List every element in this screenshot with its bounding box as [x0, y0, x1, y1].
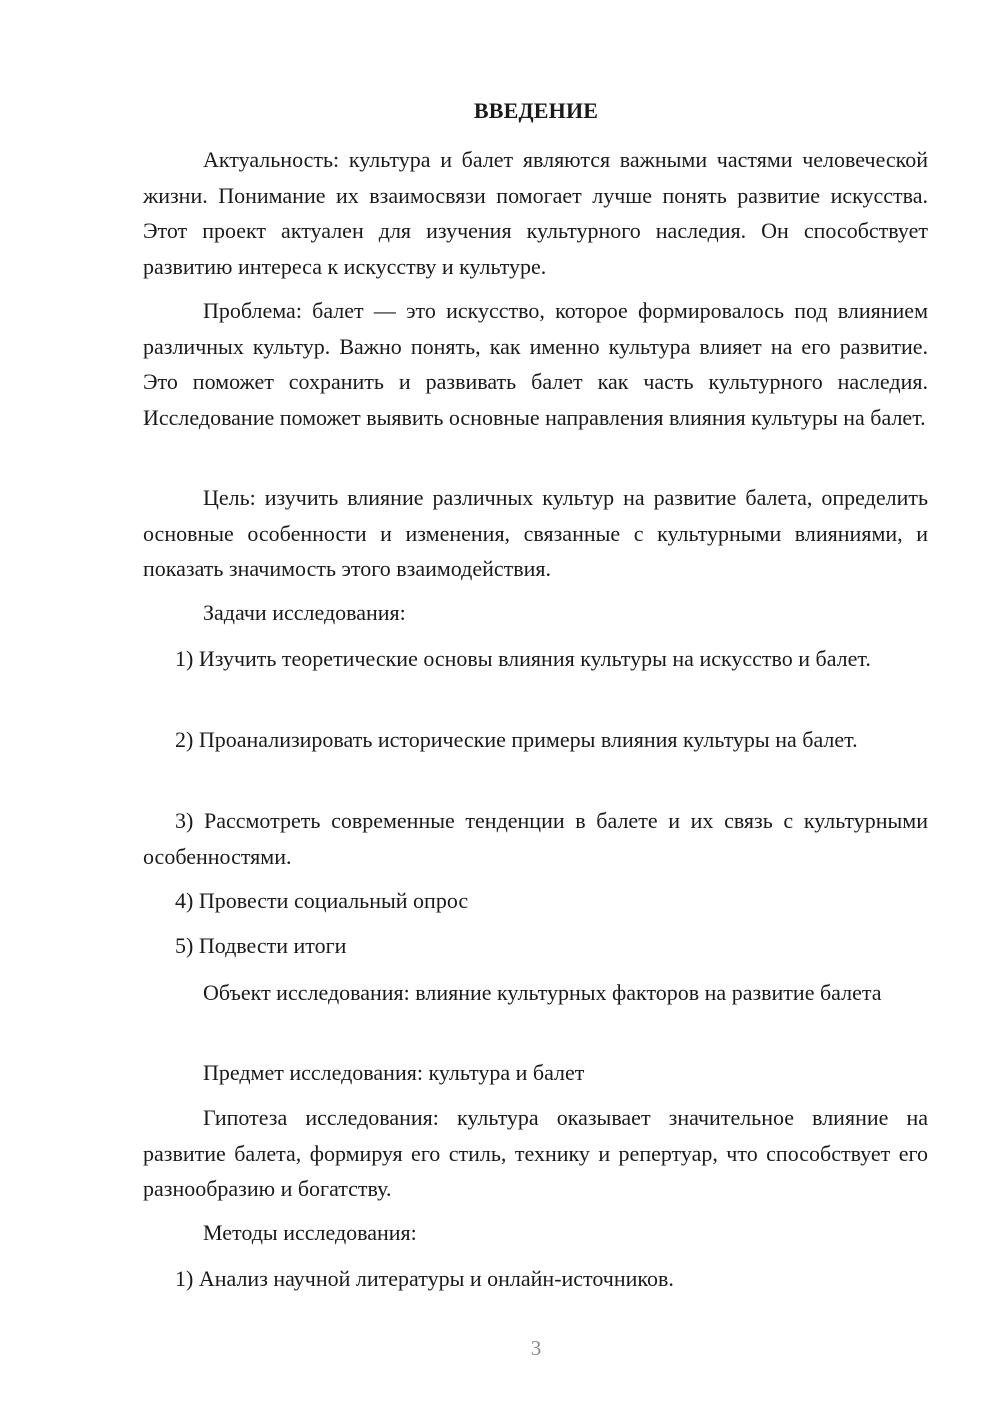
paragraph-relevance: Актуальность: культура и балет являются важными частями человеческой жизни. Понимание их взаимосвязи помогает лучше понять развитие искусства. Этот проект актуален для изучения культурного наследия. Он способствует развитию интереса к искусству и культуре.	[143, 147, 928, 279]
paragraph-subject: Предмет исследования: культура и балет	[203, 1060, 585, 1085]
paragraph-tasks-heading: Задачи исследования:	[203, 600, 406, 625]
page-number: 3	[530, 1336, 542, 1360]
paragraph-methods-heading: Методы исследования:	[203, 1220, 417, 1245]
paragraph-object: Объект исследования: влияние культурных факторов на развитие балета	[203, 980, 882, 1005]
paragraph-problem: Проблема: балет — это искусство, которое формировалось под влиянием различных культур. Важно понять, как именно культура влияет на его развитие. Это поможет сохранить и развивать балет как часть культурного наследия. Исследование поможет выявить основные направления влияния культуры на балет.	[143, 298, 928, 430]
task-item-1: 1) Изучить теоретические основы влияния культуры на искусство и балет.	[175, 646, 871, 671]
method-item-1: 1) Анализ научной литературы и онлайн-источников.	[175, 1266, 674, 1291]
paragraph-hypothesis: Гипотеза исследования: культура оказывает значительное влияние на развитие балета, формируя его стиль, технику и репертуар, что способствует его разнообразию и богатству.	[143, 1105, 928, 1201]
task-item-4: 4) Провести социальный опрос	[175, 888, 469, 913]
task-item-2: 2) Проанализировать исторические примеры влияния культуры на балет.	[175, 727, 858, 752]
task-item-5: 5) Подвести итоги	[175, 933, 347, 958]
paragraph-goal: Цель: изучить влияние различных культур на развитие балета, определить основные особенности и изменения, связанные с культурными влияниями, и показать значимость этого взаимодействия.	[143, 485, 928, 581]
task-item-3: 3) Рассмотреть современные тенденции в балете и их связь с культурными особенностями.	[143, 808, 928, 869]
section-title: ВВЕДЕНИЕ	[473, 98, 599, 123]
